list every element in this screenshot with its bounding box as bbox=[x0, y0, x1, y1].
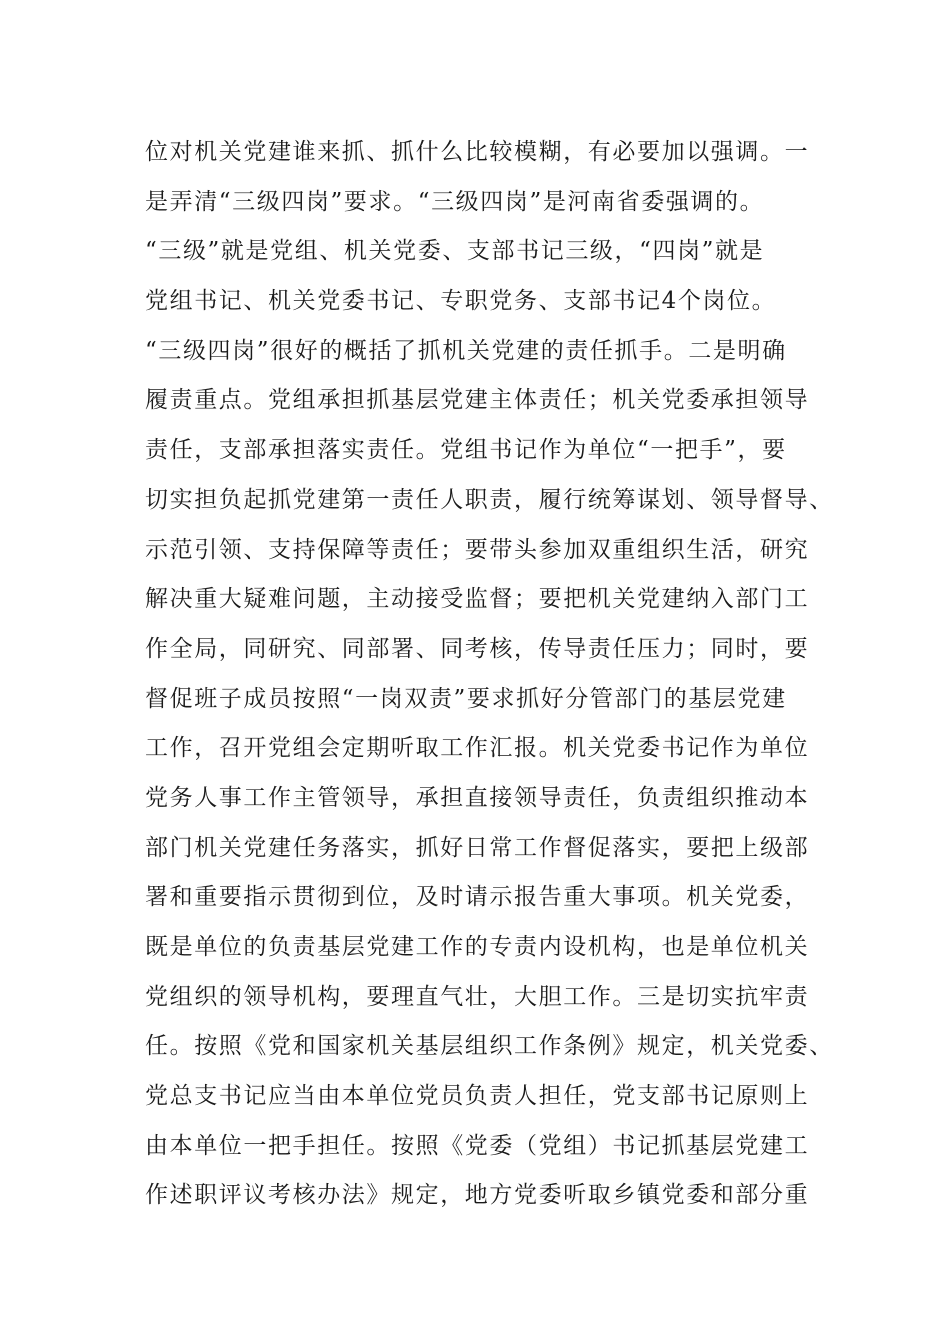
text-line: 党总支书记应当由本单位党员负责人担任，党支部书记原则上 bbox=[145, 1083, 810, 1110]
text-line: “三级四岗”很好的概括了抓机关党建的责任抓手。二是明确 bbox=[145, 337, 787, 364]
text-line: 工作，召开党组会定期听取工作汇报。机关党委书记作为单位 bbox=[145, 735, 810, 762]
text-line: 是弄清“三级四岗”要求。“三级四岗”是河南省委强调的。 bbox=[145, 188, 765, 215]
text-line: 位对机关党建谁来抓、抓什么比较模糊，有必要加以强调。一 bbox=[145, 139, 810, 165]
text-line: 履责重点。党组承担抓基层党建主体责任；机关党委承担领导 bbox=[145, 387, 810, 414]
text-line: 由本单位一把手担任。按照《党委（党组）书记抓基层党建工 bbox=[145, 1132, 810, 1159]
text-line: 督促班子成员按照“一岗双责”要求抓好分管部门的基层党建 bbox=[145, 685, 787, 712]
body-text bbox=[145, 128, 834, 1221]
text-line: “三级”就是党组、机关党委、支部书记三级，“四岗”就是 bbox=[145, 238, 765, 265]
text-line: 既是单位的负责基层党建工作的专责内设机构，也是单位机关 bbox=[145, 934, 810, 960]
text-line: 党务人事工作主管领导，承担直接领导责任，负责组织推动本 bbox=[145, 784, 810, 811]
text-line: 解决重大疑难问题，主动接受监督；要把机关党建纳入部门工 bbox=[145, 586, 810, 613]
text-line: 署和重要指示贯彻到位，及时请示报告重大事项。机关党委， bbox=[145, 884, 810, 911]
text-line: 党组书记、机关党委书记、专职党务、支部书记4个岗位。 bbox=[145, 288, 777, 315]
text-line: 党组织的领导机构，要理直气壮，大胆工作。三是切实抗牢责 bbox=[145, 983, 810, 1010]
text-line: 作全局，同研究、同部署、同考核，传导责任压力；同时，要 bbox=[145, 635, 810, 662]
text-line: 任。按照《党和国家机关基层组织工作条例》规定，机关党委、 bbox=[145, 1033, 834, 1060]
text-line: 切实担负起抓党建第一责任人职责，履行统筹谋划、领导督导、 bbox=[145, 486, 834, 513]
text-line: 部门机关党建任务落实，抓好日常工作督促落实，要把上级部 bbox=[145, 834, 810, 861]
text-line: 示范引领、支持保障等责任；要带头参加双重组织生活，研究 bbox=[145, 536, 810, 563]
text-line: 责任，支部承担落实责任。党组书记作为单位“一把手”，要 bbox=[145, 437, 787, 464]
text-line: 作述职评议考核办法》规定，地方党委听取乡镇党委和部分重 bbox=[145, 1182, 810, 1209]
